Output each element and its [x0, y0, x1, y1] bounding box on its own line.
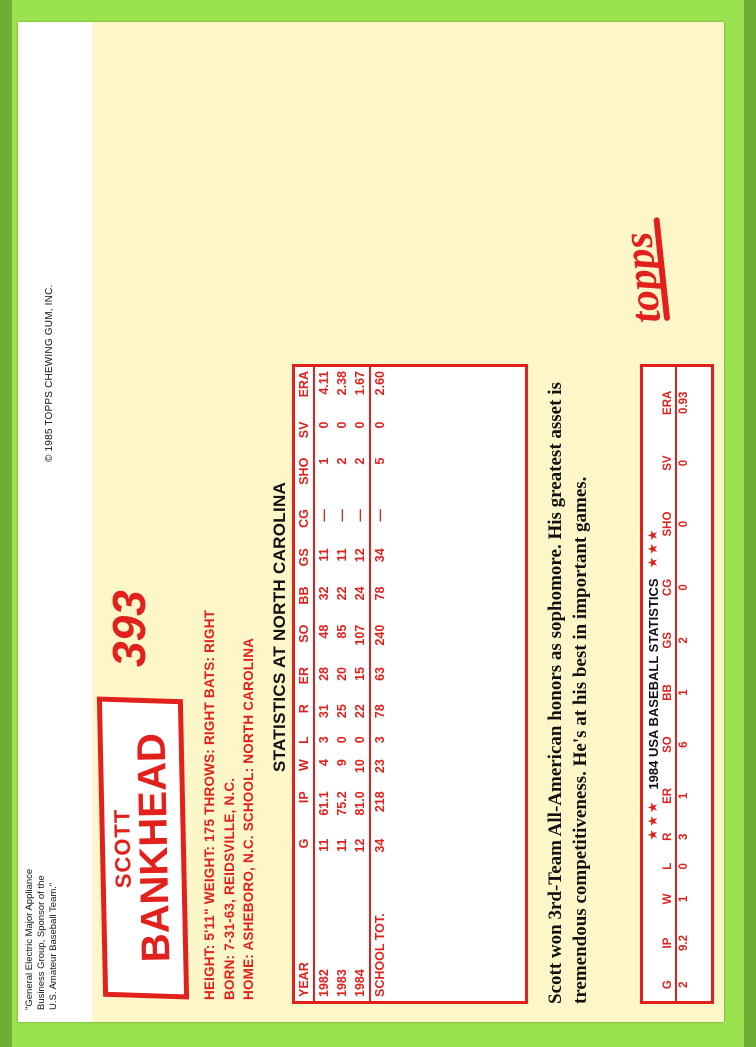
usa-stats-title: 1984 USA BASEBALL STATISTICS — [645, 578, 661, 790]
usa-col-g: G — [661, 968, 676, 1001]
stars-left: ★★★ — [645, 799, 660, 841]
cell-gs: 11 — [317, 548, 331, 562]
usa-cell-l: 0 — [678, 863, 690, 870]
col-sho: SHO — [295, 454, 314, 505]
cell-total-sv: 0 — [370, 418, 389, 454]
cell-ip: 81.0 — [353, 791, 367, 816]
cell-year: 1984 — [353, 969, 367, 997]
card-number: 393 — [103, 590, 155, 667]
cell-total-er: 63 — [370, 663, 389, 700]
copyright-text: © 1985 TOPPS CHEWING GUM, INC. — [44, 284, 55, 462]
vitals-line-1: HEIGHT: 5'11" WEIGHT: 175 THROWS: RIGHT BATS: RIGHT — [202, 609, 217, 1000]
sponsor-legal-text: "General Electric Major Appliance Business Group, Sponsor of the U.S. Amateur Baseball Team." — [24, 868, 59, 1010]
usa-cell-gs: 2 — [678, 637, 690, 644]
cell-sho: 2 — [353, 457, 367, 465]
usa-col-r: R — [661, 821, 676, 852]
cell-er: 15 — [353, 667, 367, 681]
cell-era: 1.67 — [353, 371, 367, 396]
usa-col-l: L — [661, 852, 676, 880]
col-er: ER — [295, 663, 314, 700]
cell-so: 85 — [335, 624, 349, 639]
cell-g: 11 — [317, 838, 331, 852]
cell-era: 2.38 — [335, 371, 349, 396]
col-era: ERA — [295, 367, 314, 418]
cell-bb: 22 — [335, 586, 349, 601]
usa-col-cg: CG — [661, 561, 676, 615]
cell-year: 1982 — [317, 969, 331, 997]
cell-total-gs: 34 — [370, 544, 389, 582]
card-content-rotated — [18, 22, 724, 1022]
cell-w: 4 — [317, 759, 331, 767]
table-total-row — [370, 367, 389, 1001]
col-g: G — [295, 835, 314, 867]
usa-cell-bb: 1 — [678, 689, 690, 696]
topps-logo — [614, 199, 692, 325]
cell-cg: — — [317, 509, 331, 522]
cell-year: 1983 — [335, 969, 349, 997]
player-name-text — [102, 702, 184, 994]
table-row — [351, 367, 370, 1001]
cell-total-sho: 5 — [370, 454, 389, 505]
college-stats-box — [292, 364, 528, 1004]
cell-r: 22 — [353, 704, 367, 719]
usa-col-er: ER — [661, 771, 676, 822]
usa-col-w: W — [661, 880, 676, 918]
cell-total-w: 23 — [370, 755, 389, 787]
player-last-name: BANKHEAD — [129, 732, 179, 963]
player-vitals — [200, 360, 259, 1000]
cell-r: 31 — [317, 704, 331, 719]
usa-header-row — [661, 367, 676, 1001]
cell-bb: 24 — [353, 586, 367, 601]
usa-col-era: ERA — [661, 367, 676, 439]
college-stats-table — [295, 367, 389, 1001]
col-r: R — [295, 700, 314, 732]
cell-total-label: SCHOOL TOT. — [370, 867, 389, 1001]
usa-col-gs: GS — [661, 614, 676, 666]
col-w: W — [295, 755, 314, 787]
baseball-card-back — [18, 22, 724, 1022]
cell-gs: 12 — [353, 548, 367, 563]
cell-sv: 0 — [353, 421, 367, 429]
cell-l: 0 — [335, 736, 349, 744]
cell-sho: 1 — [317, 457, 331, 465]
usa-col-sv: SV — [661, 439, 676, 488]
col-sv: SV — [295, 418, 314, 454]
cell-total-ip: 218 — [370, 787, 389, 834]
col-cg: CG — [295, 505, 314, 544]
cell-so: 48 — [317, 624, 331, 639]
cell-total-era: 2.60 — [370, 367, 389, 418]
cell-l: 3 — [317, 736, 331, 744]
col-so: SO — [295, 621, 314, 663]
usa-stats-box — [640, 364, 714, 1004]
cell-sv: 0 — [317, 421, 331, 429]
cell-cg: — — [353, 509, 367, 522]
usa-cell-sv: 0 — [678, 459, 690, 467]
col-bb: BB — [295, 583, 314, 621]
cell-er: 20 — [335, 667, 349, 681]
usa-cell-g: 2 — [678, 981, 690, 988]
cell-cg: — — [335, 509, 349, 522]
stars-right: ★★★ — [645, 527, 660, 569]
usa-col-sho: SHO — [661, 488, 676, 561]
usa-cell-w: 1 — [678, 895, 690, 903]
table-header-row — [295, 367, 314, 1001]
cell-bb: 32 — [317, 586, 331, 601]
cell-total-so: 240 — [370, 621, 389, 663]
cell-so: 107 — [353, 624, 367, 646]
card-body — [92, 22, 724, 1022]
table-row — [333, 367, 351, 1001]
cell-sho: 2 — [335, 457, 349, 465]
usa-col-so: SO — [661, 719, 676, 771]
cell-total-l: 3 — [370, 732, 389, 755]
cell-total-cg: — — [370, 505, 389, 544]
cell-er: 28 — [317, 667, 331, 681]
stats-heading: STATISTICS AT NORTH CAROLINA — [270, 481, 289, 772]
vitals-line-3: HOME: ASHEBORO, N.C. SCHOOL: NORTH CAROLINA — [241, 637, 257, 1000]
usa-cell-ip: 9.2 — [678, 935, 690, 951]
cell-ip: 61.1 — [317, 791, 331, 816]
usa-col-bb: BB — [661, 666, 676, 718]
usa-cell-cg: 0 — [678, 584, 690, 591]
cell-sv: 0 — [335, 421, 349, 429]
usa-title-row — [643, 367, 661, 1001]
cell-gs: 11 — [335, 548, 349, 562]
col-ip: IP — [295, 787, 314, 834]
cell-era: 4.11 — [317, 371, 331, 395]
cell-g: 11 — [335, 838, 349, 852]
vitals-line-2: BORN: 7-31-63, REIDSVILLE, N.C. — [221, 777, 237, 1000]
usa-col-ip: IP — [661, 918, 676, 969]
cell-total-bb: 78 — [370, 583, 389, 621]
cell-g: 12 — [353, 838, 367, 853]
col-l: L — [295, 732, 314, 755]
usa-table-row — [676, 367, 691, 1001]
col-year: YEAR — [295, 867, 314, 1001]
usa-cell-r: 3 — [678, 833, 690, 840]
usa-cell-sho: 0 — [678, 520, 690, 528]
cell-l: 0 — [353, 736, 367, 744]
player-bio-text: Scott won 3rd-Team All-American honors as sophomore. His greatest asset is tremendous competitiveness. He's at his best in important games. — [545, 382, 591, 1004]
player-first-name: SCOTT — [109, 808, 136, 889]
usa-cell-er: 1 — [678, 792, 690, 800]
table-row — [314, 367, 333, 1001]
col-gs: GS — [295, 544, 314, 582]
topps-wordmark: topps — [614, 230, 671, 326]
usa-cell-so: 6 — [678, 741, 690, 748]
cell-w: 10 — [353, 759, 367, 774]
usa-stats-table — [661, 367, 691, 1001]
cell-w: 9 — [335, 759, 349, 767]
legal-text-wrap — [22, 670, 90, 1010]
cell-r: 25 — [335, 704, 349, 719]
legal-strip — [18, 22, 92, 1022]
cell-total-g: 34 — [370, 835, 389, 867]
cell-ip: 75.2 — [335, 791, 349, 816]
usa-cell-era: 0.93 — [678, 391, 690, 414]
cell-total-r: 78 — [370, 700, 389, 732]
player-name-banner — [97, 697, 189, 1000]
